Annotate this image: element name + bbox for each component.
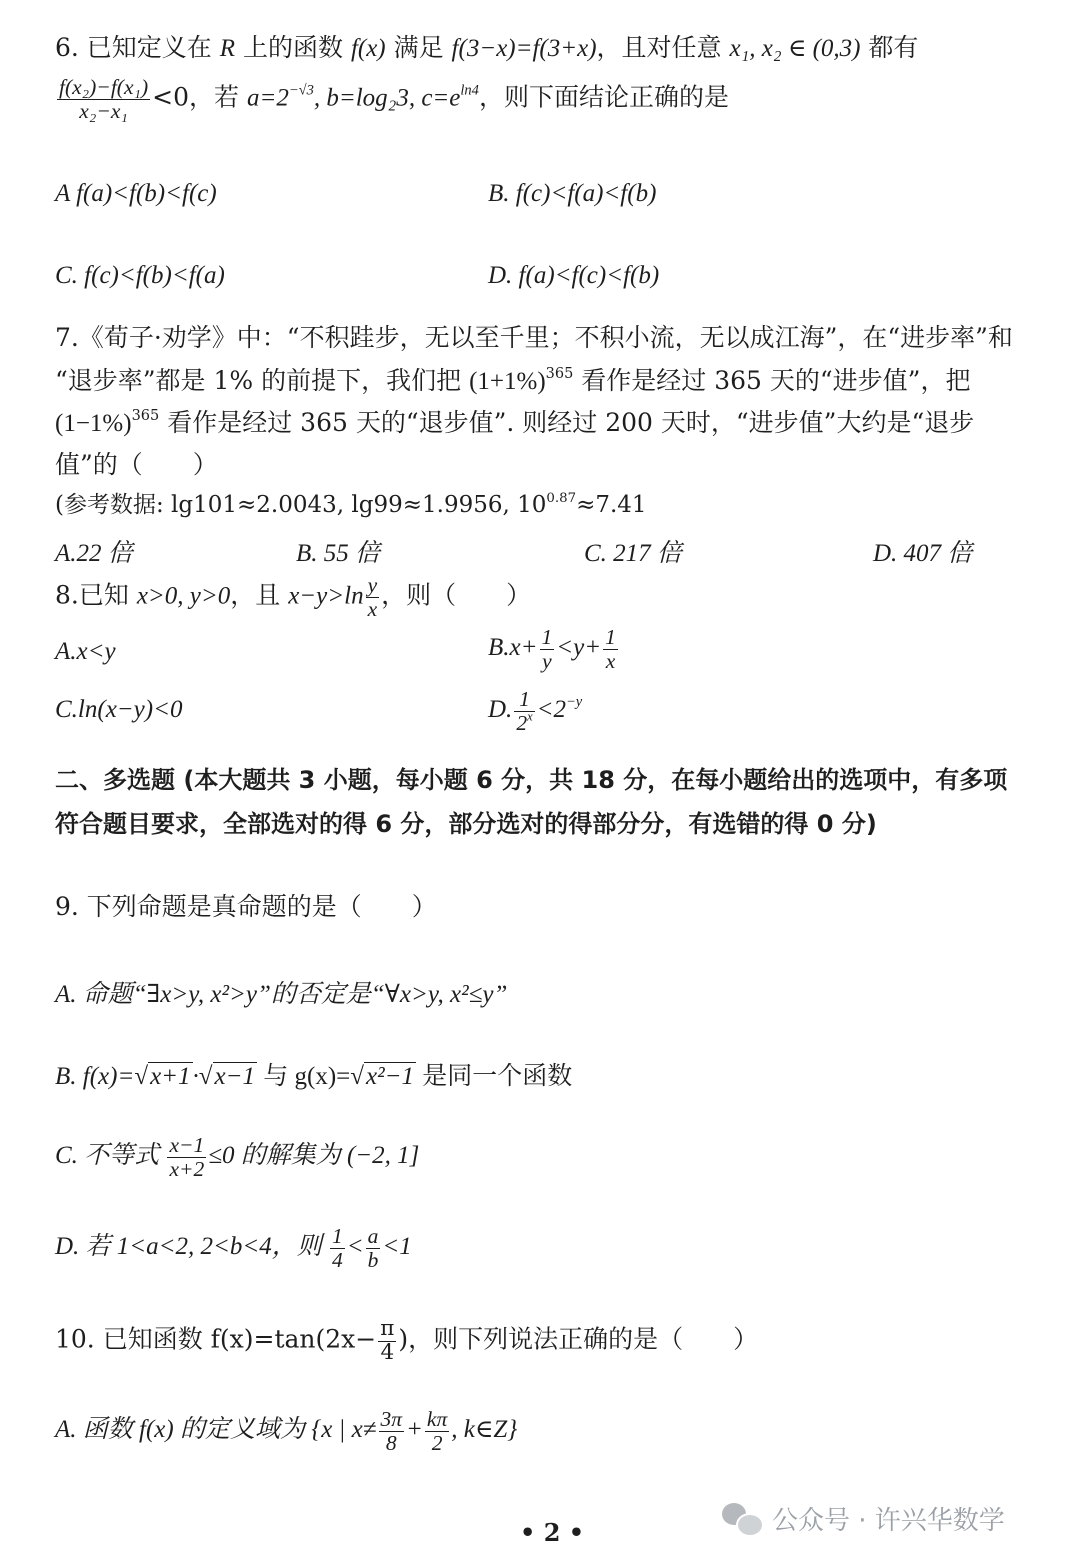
q9-option-a[interactable]: A. 命题“∃x>y, x²>y”的否定是“∀x>y, x²≤y” [55, 981, 508, 1008]
q7-option-d[interactable]: D. 407 倍 [873, 540, 973, 567]
section2-heading-line1: 二、多选题 (本大题共 3 小题，每小题 6 分，共 18 分，在每小题给出的选项中，有多项 [55, 766, 1008, 794]
q6-option-d[interactable]: D. f(a)<f(c)<f(b) [488, 262, 660, 289]
q9-stem: 9. 下列命题是真命题的是（ ） [55, 892, 437, 921]
q7-line3: $(1-1\%)^{365}$ 看作是经过 365 天的“退步值”. 则经过 200 天时，“进步值”大约是“退步 [55, 408, 975, 437]
q8-stem: 8.已知 x>0, y>0，且 x−y>ln $\frac{y}{x}$ ，则（ ） [55, 573, 532, 621]
q7-line4: 值”的（ ） [55, 450, 218, 479]
q7-option-a[interactable]: A.22 倍 [55, 540, 133, 567]
q9-option-d[interactable]: D. 若 1<a<2, 2<b<4，则 $\frac{1}{4}$ < $\frac{a}{b}$ <1 [55, 1224, 412, 1272]
q8-option-d[interactable]: D. $\frac{1}{2^x}$ $<2^{-y}$ [488, 687, 583, 735]
page-number: • 2 • [520, 1518, 585, 1547]
q7-line1: 7.《荀子·劝学》中：“不积跬步，无以至千里；不积小流，无以成江海”，在“进步率”和 [55, 323, 1013, 352]
q8-option-c[interactable]: C.ln(x−y)<0 [55, 696, 183, 723]
q6-fraction: $\frac{\text{f(x₂)−f(x₁)}}{\text{x₂−x₁}}$ [59, 75, 149, 123]
q9-option-b[interactable]: B. f(x)=√x+1·√x−1 与 g(x)=√x²−1 是同一个函数 [55, 1063, 573, 1090]
q6-option-c[interactable]: C. f(c)<f(b)<f(a) [55, 262, 225, 289]
watermark-text: 公众号 · 许兴华数学 [772, 1506, 1005, 1536]
q6-line1: 6. 已知定义在 R 上的函数 f(x) 满足 f(3−x)=f(3+x)，且对任意 x₁, x₂ ∈ (0,3) 都有 [55, 33, 919, 62]
wechat-icon [722, 1503, 762, 1535]
q6-option-a[interactable]: A f(a)<f(b)<f(c) [55, 180, 217, 207]
q7-option-c[interactable]: C. 217 倍 [584, 540, 682, 567]
q8-option-a[interactable]: A.x<y [55, 638, 116, 665]
section2-heading-line2: 符合题目要求，全部选对的得 6 分，部分选对的得部分分，有选错的得 0 分) [55, 810, 877, 838]
q7-option-b[interactable]: B. 55 倍 [296, 540, 381, 567]
q9-option-c[interactable]: C. 不等式 $\frac{x-1}{x+2}$ ≤0 的解集为 (−2, 1] [55, 1133, 420, 1181]
q7-reference-data: (参考数据: lg101≈2.0043, lg99≈1.9956, $10^{0.87}\approx 7.41$ [55, 491, 647, 518]
q6-option-b[interactable]: B. f(c)<f(a)<f(b) [488, 180, 657, 207]
q8-fraction: $\frac{y}{x}$ [367, 573, 378, 621]
q7-line2: “退步率”都是 1% 的前提下，我们把 $(1+1\%)^{365}$ 看作是经过 365 天的“进步值”，把 [55, 366, 971, 395]
q6-line2: $\frac{\text{f(x₂)−f(x₁)}}{\text{x₂−x₁}}$ <0，若 $a=2^{-√3}$, b=log₂3, $c=e^{ln4}$，则下面结论正确的是 [59, 75, 729, 123]
watermark [722, 1500, 1005, 1537]
q10-option-a[interactable]: A. 函数 f(x) 的定义域为 {x | x≠ $\frac{3\pi}{8}$ + $\frac{k\pi}{2}$ , k∈Z} [55, 1407, 518, 1455]
q10-stem: 10. 已知函数 f(x)=tan(2x− $\frac{\pi}{4}$ )，则下列说法正确的是（ ） [55, 1316, 759, 1365]
q8-option-b[interactable]: B.x+ $\frac{1}{y}$ <y+ $\frac{1}{x}$ [488, 625, 616, 673]
